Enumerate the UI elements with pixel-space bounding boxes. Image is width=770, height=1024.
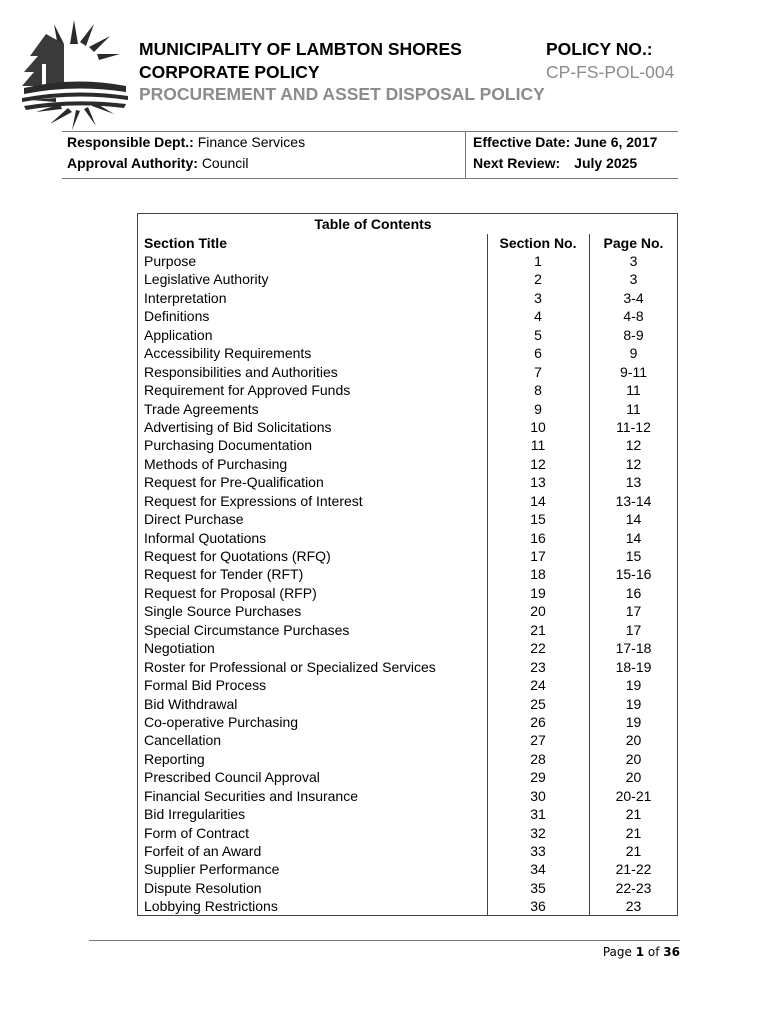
toc-section-number: 17	[530, 548, 546, 564]
toc-section-title: Application	[144, 326, 213, 343]
toc-section-title: Legislative Authority	[144, 271, 269, 288]
table-row	[138, 510, 677, 528]
table-row	[138, 418, 677, 436]
toc-page-number: 13-14	[615, 492, 652, 509]
toc-page-number: 16	[625, 584, 642, 601]
toc-section-title: Interpretation	[144, 289, 227, 306]
table-row	[138, 695, 677, 713]
page-word: Page	[602, 945, 632, 959]
toc-page-number: 11	[626, 382, 641, 399]
toc-section-number: 21	[530, 621, 546, 638]
toc-section-number: 29	[530, 769, 546, 786]
toc-section-number: 36	[530, 898, 546, 915]
effective-date: Effective Date: June 6, 2017	[473, 134, 658, 150]
toc-section-title: Request for Tender (RFT)	[144, 566, 304, 583]
table-row	[138, 676, 677, 694]
of-word: of	[647, 945, 660, 959]
table-row	[138, 529, 677, 547]
toc-section-number: 25	[530, 695, 546, 712]
toc-section-number: 27	[530, 732, 546, 749]
policy-info-table	[62, 131, 678, 179]
municipality-logo	[16, 14, 132, 132]
table-row	[138, 289, 677, 307]
table-row	[138, 584, 677, 602]
toc-section-title: Roster for Professional or Specialized Services	[144, 658, 436, 675]
toc-section-number: 2	[534, 271, 542, 288]
toc-section-number: 12	[530, 455, 546, 472]
toc-section-number: 18	[530, 566, 546, 583]
table-row	[138, 805, 677, 823]
toc-page-number: 15-16	[615, 566, 652, 583]
toc-section-number: 33	[530, 843, 546, 859]
toc-section-number: 32	[530, 824, 546, 841]
toc-section-number: 1	[534, 253, 542, 269]
page-current: 1	[635, 945, 645, 959]
toc-section-title: Purchasing Documentation	[144, 437, 313, 454]
toc-title: Table of Contents	[314, 216, 432, 232]
toc-section-title: Request for Proposal (RFP)	[144, 584, 317, 601]
table-row	[138, 381, 677, 399]
toc-page-number: 21	[625, 824, 642, 841]
toc-section-number: 34	[530, 861, 546, 878]
table-row	[138, 473, 677, 491]
responsible-dept	[67, 134, 305, 150]
toc-page-number: 21	[625, 843, 642, 859]
toc-section-title: Direct Purchase	[144, 511, 244, 528]
table-row	[138, 455, 677, 473]
page-number	[603, 945, 680, 959]
toc-page-number: 3	[629, 271, 638, 288]
toc-section-number: 19	[530, 584, 546, 601]
toc-page-number: 20	[625, 732, 642, 749]
toc-page-number: 15	[625, 548, 642, 564]
toc-page-number: 8-9	[623, 326, 644, 343]
toc-section-title: Trade Agreements	[144, 400, 259, 417]
table-row	[138, 326, 677, 344]
toc-section-title: Responsibilities and Authorities	[144, 363, 338, 380]
table-row	[138, 270, 677, 288]
toc-section-number: 5	[534, 326, 542, 343]
table-row	[138, 363, 677, 381]
toc-page-number: 13	[625, 474, 642, 491]
next-review-value: July 2025	[574, 155, 638, 171]
policy-number: CP-FS-POL-004	[546, 62, 675, 82]
sun-tree-logo-icon	[16, 14, 132, 132]
toc-section-title: Forfeit of an Award	[144, 843, 262, 859]
toc-section-title: Financial Securities and Insurance	[144, 787, 359, 804]
toc-header-row	[138, 234, 677, 252]
table-row	[138, 344, 677, 362]
toc-section-number: 10	[530, 418, 546, 435]
toc-rows	[138, 252, 677, 916]
toc-section-number: 9	[534, 400, 542, 417]
toc-section-title: Request for Quotations (RFQ)	[144, 548, 331, 564]
toc-section-title: Prescribed Council Approval	[144, 769, 320, 786]
table-row	[138, 565, 677, 583]
toc-section-title: Definitions	[144, 308, 210, 325]
municipality-name: MUNICIPALITY OF LAMBTON SHORES	[139, 39, 462, 59]
toc-section-number: 28	[530, 750, 546, 767]
toc-section-number: 11	[530, 437, 546, 454]
toc-section-title: Negotiation	[144, 640, 215, 657]
table-row	[138, 824, 677, 842]
table-row	[138, 860, 677, 878]
table-row	[138, 897, 677, 915]
toc-page-number: 19	[625, 677, 642, 694]
toc-col-page: Page No.	[603, 235, 664, 251]
toc-section-title: Request for Pre-Qualification	[144, 474, 324, 491]
table-row	[138, 879, 677, 897]
toc-page-number: 21	[625, 806, 642, 823]
toc-section-title: Formal Bid Process	[144, 677, 267, 694]
toc-section-title: Informal Quotations	[144, 529, 267, 546]
toc-page-number: 12	[625, 455, 642, 472]
table-row	[138, 731, 677, 749]
toc-page-number: 9	[629, 345, 638, 362]
policy-title: PROCUREMENT AND ASSET DISPOSAL POLICY	[139, 84, 545, 104]
table-of-contents	[137, 213, 678, 916]
toc-col-section: Section No.	[499, 235, 577, 251]
toc-section-title: Purpose	[144, 253, 197, 269]
corporate-policy-label: CORPORATE POLICY	[139, 62, 320, 82]
toc-page-number: 11	[626, 400, 641, 417]
toc-section-title: Supplier Performance	[144, 861, 280, 878]
toc-page-number: 4-8	[623, 308, 644, 325]
info-divider	[465, 132, 466, 178]
table-row	[138, 400, 677, 418]
table-row	[138, 658, 677, 676]
table-row	[138, 602, 677, 620]
toc-section-title: Advertising of Bid Solicitations	[144, 418, 332, 435]
toc-section-number: 16	[530, 529, 546, 546]
toc-section-title: Lobbying Restrictions	[144, 898, 278, 915]
toc-page-number: 3-4	[623, 289, 644, 306]
toc-page-number: 14	[625, 529, 642, 546]
toc-section-number: 6	[534, 345, 542, 362]
toc-section-number: 22	[530, 640, 546, 657]
next-review	[473, 155, 637, 171]
toc-page-number: 21-22	[615, 861, 652, 878]
toc-page-number: 17	[625, 603, 642, 620]
approval-authority-value: Council	[201, 155, 249, 171]
toc-section-number: 13	[530, 474, 546, 491]
policy-number-label: POLICY NO.:	[546, 39, 653, 59]
toc-section-title: Single Source Purchases	[144, 603, 302, 620]
toc-page-number: 20	[625, 750, 642, 767]
toc-page-number: 14	[625, 511, 642, 528]
toc-section-number: 8	[534, 382, 542, 399]
toc-section-number: 30	[530, 787, 546, 804]
toc-section-number: 14	[530, 492, 546, 509]
toc-section-number: 26	[530, 713, 546, 730]
approval-authority-label: Approval Authority:	[67, 155, 198, 171]
toc-page-number: 17-18	[615, 640, 652, 657]
toc-section-number: 35	[530, 879, 546, 896]
responsible-dept-value: Finance Services	[197, 134, 306, 150]
table-row	[138, 436, 677, 454]
toc-section-title: Bid Irregularities	[144, 806, 246, 823]
toc-page-number: 19	[625, 695, 642, 712]
next-review-label: Next Review:	[473, 155, 561, 171]
toc-page-number: 11-12	[616, 418, 651, 435]
toc-page-number: 23	[625, 898, 642, 915]
table-row	[138, 713, 677, 731]
toc-section-number: 4	[534, 308, 542, 325]
toc-page-number: 20-21	[615, 787, 652, 804]
toc-section-title: Dispute Resolution	[144, 879, 262, 896]
toc-section-number: 20	[530, 603, 546, 620]
toc-page-number: 9-11	[620, 363, 647, 380]
table-row	[138, 639, 677, 657]
toc-section-number: 23	[530, 658, 546, 675]
table-row	[138, 492, 677, 510]
toc-section-title: Methods of Purchasing	[144, 455, 288, 472]
toc-section-title: Accessibility Requirements	[144, 345, 312, 362]
toc-section-number: 31	[530, 806, 546, 823]
toc-page-number: 12	[625, 437, 642, 454]
toc-section-number: 7	[534, 363, 542, 380]
table-row	[138, 307, 677, 325]
table-row	[138, 621, 677, 639]
toc-page-number: 18-19	[615, 658, 652, 675]
toc-section-number: 24	[530, 677, 546, 694]
toc-section-number: 3	[534, 289, 542, 306]
table-row	[138, 768, 677, 786]
table-row	[138, 787, 677, 805]
table-row	[138, 750, 677, 768]
toc-page-number: 3	[629, 253, 638, 269]
toc-section-title: Bid Withdrawal	[144, 695, 238, 712]
toc-section-title: Special Circumstance Purchases	[144, 621, 350, 638]
toc-page-number: 17	[625, 621, 642, 638]
toc-section-title: Reporting	[144, 750, 205, 767]
toc-page-number: 20	[625, 769, 642, 786]
toc-section-title: Co-operative Purchasing	[144, 713, 299, 730]
table-row	[138, 547, 677, 565]
toc-col-title: Section Title	[144, 235, 227, 251]
toc-page-number: 19	[625, 713, 642, 730]
toc-page-number: 22-23	[615, 879, 652, 896]
table-row	[138, 252, 677, 270]
page-total: 36	[663, 945, 680, 959]
toc-section-title: Cancellation	[144, 732, 222, 749]
approval-authority	[67, 155, 249, 171]
responsible-dept-label: Responsible Dept.:	[67, 134, 194, 150]
toc-section-title: Request for Expressions of Interest	[144, 492, 363, 509]
toc-section-title: Form of Contract	[144, 824, 250, 841]
toc-section-number: 15	[530, 511, 546, 528]
footer-rule	[89, 940, 680, 941]
toc-section-title: Requirement for Approved Funds	[144, 382, 351, 399]
table-row	[138, 842, 677, 860]
